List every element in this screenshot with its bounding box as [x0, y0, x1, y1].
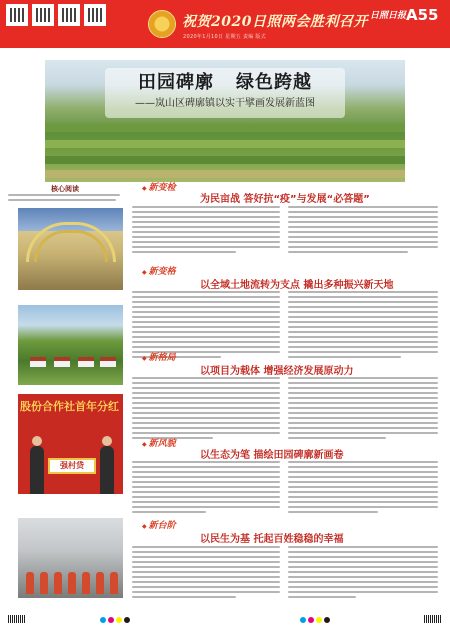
section-5-col-1 [132, 546, 280, 601]
section-4-col-2 [288, 461, 438, 516]
worker-figure [96, 572, 104, 594]
color-registration-marks [300, 617, 330, 623]
workers-photo [18, 518, 123, 598]
color-registration-marks [100, 617, 130, 623]
article-title [0, 68, 450, 94]
section-3-title-wrap [200, 362, 353, 377]
section-3-heading [142, 350, 176, 363]
magenta-dot-icon [308, 617, 314, 623]
field-strip [45, 140, 405, 148]
worker-figure [40, 572, 48, 594]
section-3-col-1 [132, 377, 280, 442]
section-1-title-wrap [200, 190, 370, 205]
qr-code-icon [6, 4, 28, 26]
section-3-title: 以项目为载体 增强经济发展原动力 [200, 366, 354, 377]
section-3-col-2 [288, 377, 438, 442]
sidebar-heading: 核心阅读 [51, 185, 79, 193]
section-2-title-wrap [200, 276, 393, 291]
section-4-col-1 [132, 461, 280, 516]
section-3-tag: ◆ 新格局 [142, 350, 176, 363]
sidebar-text [8, 194, 120, 204]
greenhouse-photo [18, 208, 123, 290]
section-1-title: 为民亩战 答好抗“疫”与发展“必答题” [200, 194, 370, 205]
section-1-col-2 [288, 206, 438, 256]
registration-bar-icon [8, 615, 26, 623]
section-4-tag: ◆ 新风貌 [142, 436, 176, 449]
qr-code-icon [84, 4, 106, 26]
section-1-tag: ◆ 新变检 [142, 180, 176, 193]
section-1-col-1 [132, 206, 280, 256]
section-2-title: 以全域土地流转为支点 撬出多种振兴新天地 [200, 280, 394, 291]
section-2-heading [142, 264, 176, 277]
dividend-ceremony-photo [18, 394, 123, 494]
black-dot-icon [324, 617, 330, 623]
magenta-dot-icon [108, 617, 114, 623]
newspaper-name: 日照日报 [370, 11, 407, 21]
section-4-title-wrap [200, 446, 343, 461]
article-subtitle: ——岚山区碑廓镇以实干擘画发展新蓝图 [135, 98, 315, 109]
person-figure [100, 446, 114, 494]
yellow-dot-icon [116, 617, 122, 623]
section-5-title-wrap [200, 530, 343, 545]
person-figure [30, 446, 44, 494]
section-5-title: 以民生为基 托起百姓稳稳的幸福 [200, 534, 344, 545]
section-2-col-2 [288, 291, 438, 361]
house-shape [54, 357, 70, 367]
page-number: A55 [406, 6, 439, 24]
board-label: 强村贷 [60, 461, 84, 470]
page-header [0, 0, 450, 48]
title-part-2: 绿色跨越 [236, 72, 312, 93]
loan-board [48, 458, 96, 474]
house-shape [30, 357, 46, 367]
qr-code-icon [32, 4, 54, 26]
field-strip [45, 156, 405, 164]
section-5-tag: ◆ 新台阶 [142, 518, 176, 531]
worker-figure [110, 572, 118, 594]
field-strip [45, 170, 405, 178]
house-shape [100, 357, 116, 367]
cyan-dot-icon [300, 617, 306, 623]
title-part-1: 田园碑廓 [138, 72, 214, 93]
field-strip [45, 124, 405, 132]
section-1-heading [142, 180, 176, 193]
worker-figure [82, 572, 90, 594]
section-5-heading [142, 518, 176, 531]
section-2-tag: ◆ 新变格 [142, 264, 176, 277]
section-4-title: 以生态为笔 描绘田园碑廓新画卷 [200, 450, 344, 461]
cyan-dot-icon [100, 617, 106, 623]
emblem-icon [148, 10, 176, 38]
worker-figure [68, 572, 76, 594]
registration-bar-icon [424, 615, 442, 623]
section-4-heading [142, 436, 176, 449]
ceremony-banner: 股份合作社首年分红 [20, 400, 119, 413]
black-dot-icon [124, 617, 130, 623]
header-title: 祝贺2020日照两会胜利召开 [182, 14, 368, 30]
page-footer [0, 605, 450, 640]
qr-codes [6, 4, 106, 26]
house-shape [78, 357, 94, 367]
worker-figure [54, 572, 62, 594]
village-fields-photo [18, 305, 123, 385]
section-5-col-2 [288, 546, 438, 601]
qr-code-icon [58, 4, 80, 26]
yellow-dot-icon [316, 617, 322, 623]
header-date: 2020年1月10日 星期五 责编 版式 [183, 34, 267, 40]
worker-figure [26, 572, 34, 594]
